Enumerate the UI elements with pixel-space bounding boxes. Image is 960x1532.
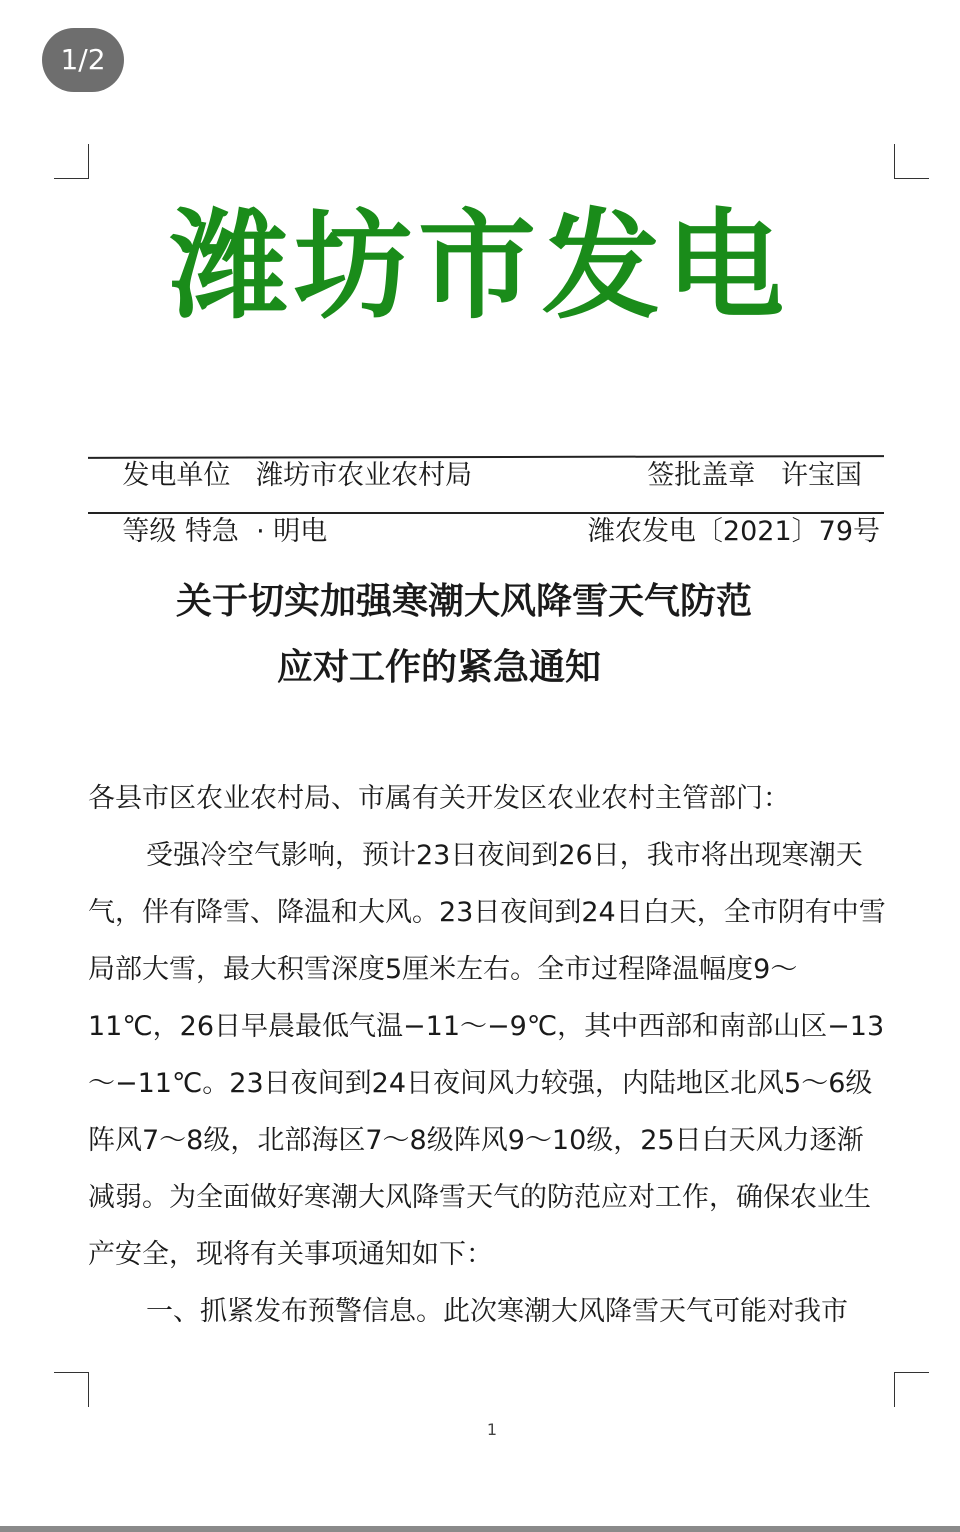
masthead-title: 潍坊市发电 bbox=[169, 197, 790, 335]
level-row bbox=[88, 472, 884, 547]
signer-value: 许宝国 bbox=[781, 460, 862, 491]
crop-mark-bottom-right bbox=[894, 1372, 929, 1407]
header-divider-2 bbox=[88, 512, 884, 514]
body-paragraph-1: 受强冷空气影响，预计23日夜间到26日，我市将出现寒潮天气，伴有降雪、降温和大风。23日夜间到24日白天，全市阴有中雪局部大雪，最大积雪深度5厘米左右。全市过程降温幅度9～11℃，26日早晨最低气温−11～−9℃，其中西部和南部山区−13～−11℃。23日夜间到24日夜间风力较强，内陆地区北风5～6级阵风7～8级，北部海区7～8级阵风9～10级，25日白天风力逐渐减弱。为全面做好寒潮大风降雪天气的防范应对工作，确保农业生产安全，现将有关事项通知如下： bbox=[88, 840, 886, 1270]
crop-mark-top-left bbox=[54, 144, 89, 179]
issuer-row bbox=[88, 416, 884, 491]
document-number: 潍农发电〔2021〕79号 bbox=[587, 516, 880, 547]
document-title-line-2: 应对工作的紧急通知 bbox=[277, 647, 602, 688]
page-indicator[interactable]: 1/2 bbox=[42, 28, 124, 92]
page-number: 1 bbox=[486, 1420, 498, 1439]
crop-mark-bottom-left bbox=[54, 1372, 89, 1407]
document-body bbox=[88, 770, 888, 1340]
issuer-value: 潍坊市农业农村局 bbox=[256, 460, 473, 491]
salutation: 各县市区农业农村局、市属有关开发区农业农村主管部门： bbox=[88, 783, 790, 814]
transmission-type: · 明电 bbox=[256, 516, 328, 547]
bottom-scroll-bar bbox=[0, 1526, 960, 1532]
crop-mark-top-right bbox=[894, 144, 929, 179]
body-paragraph-2: 一、抓紧发布预警信息。此次寒潮大风降雪天气可能对我市 bbox=[146, 1296, 848, 1327]
issuer-label: 发电单位 bbox=[122, 460, 231, 491]
document-title-line-1: 关于切实加强寒潮大风降雪天气防范 bbox=[176, 581, 753, 622]
level-value: 特急 bbox=[184, 516, 239, 547]
level-label: 等级 bbox=[122, 516, 177, 547]
signer-label: 签批盖章 bbox=[647, 460, 756, 491]
